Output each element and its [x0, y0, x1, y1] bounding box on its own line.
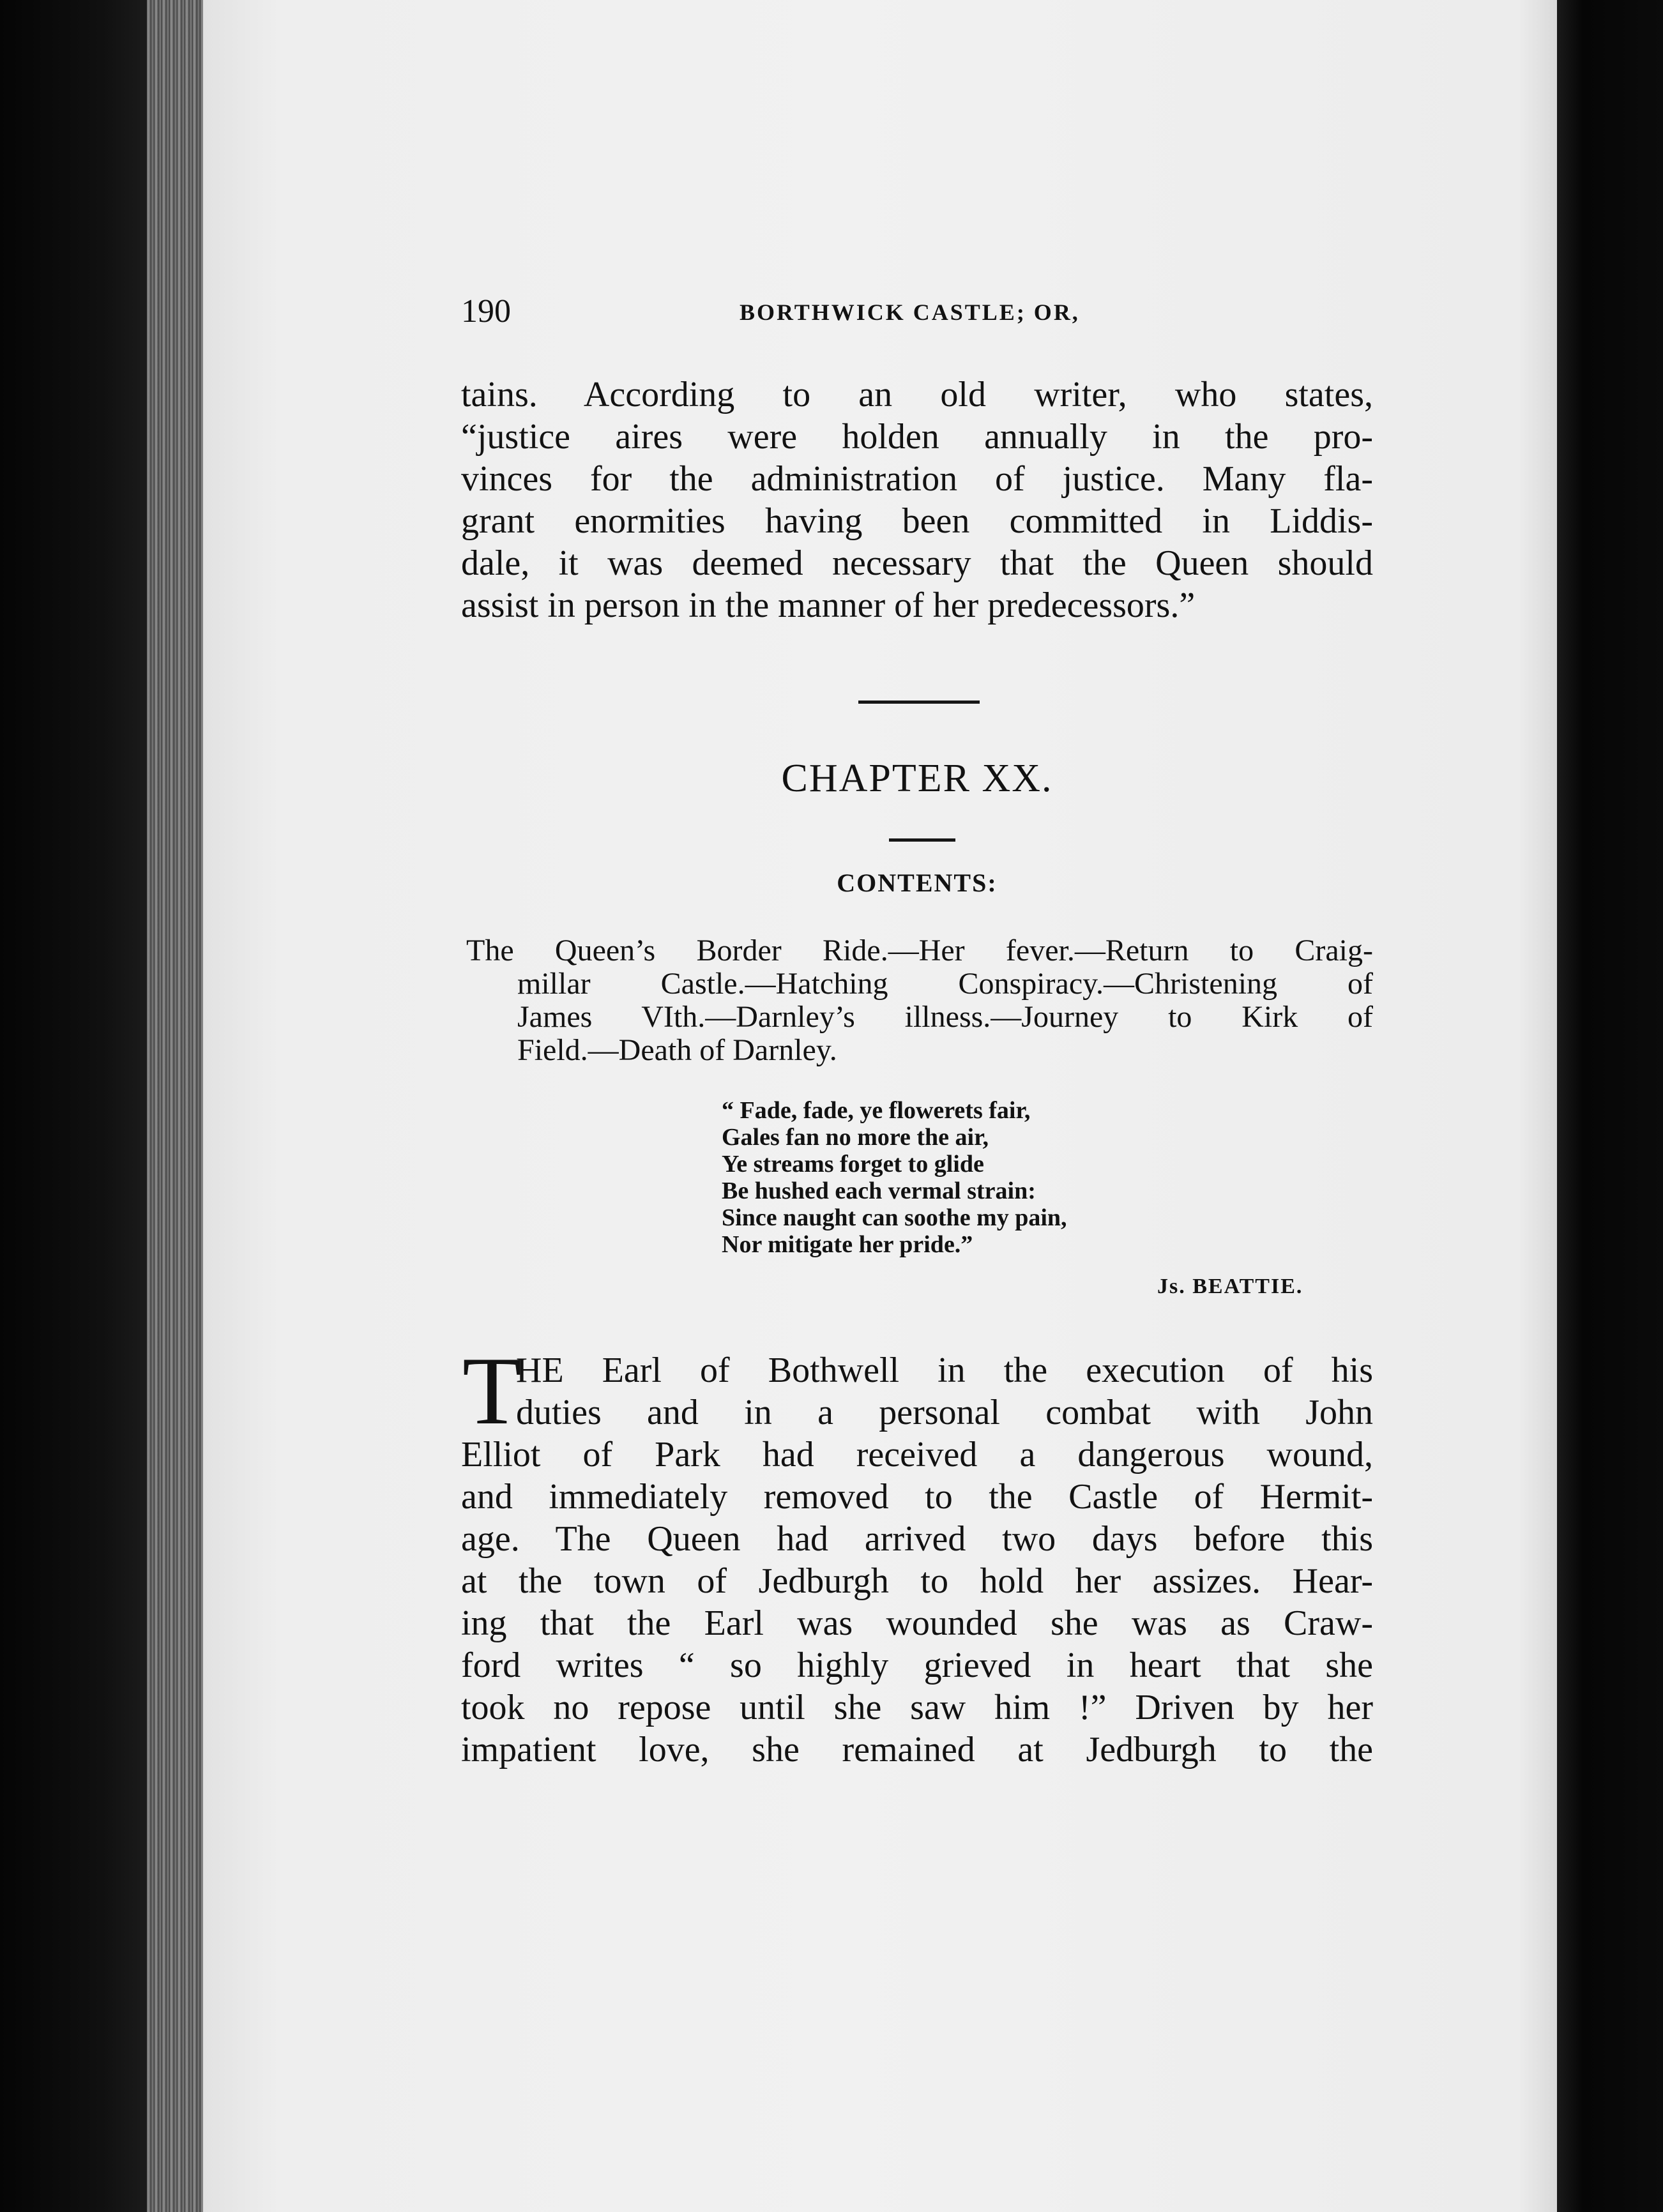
text-line: “justice aires were holden annually in the pro- — [461, 417, 1373, 457]
text-line: at the town of Jedburgh to hold her assizes. Hear- — [461, 1561, 1373, 1601]
text-line: ing that the Earl was wounded she was as Craw- — [461, 1603, 1373, 1643]
epigraph-line: Nor mitigate her pride.” — [722, 1231, 973, 1258]
running-title: BORTHWICK CASTLE; OR, — [740, 299, 1080, 325]
text-line: vinces for the administration of justice. Many fla- — [461, 459, 1373, 499]
text-line: grant enormities having been committed in Liddis- — [461, 501, 1373, 541]
text-line: ford writes “ so highly grieved in heart that she — [461, 1646, 1373, 1685]
text-line: Elliot of Park had received a dangerous wound, — [461, 1435, 1373, 1474]
epigraph-line: Ye streams forget to glide — [722, 1151, 984, 1178]
page-number: 190 — [461, 293, 511, 330]
epigraph-line: “ Fade, fade, ye flowerets fair, — [722, 1097, 1031, 1124]
chapter-title: CHAPTER XX. — [781, 757, 1053, 800]
text-line: age. The Queen had arrived two days before this — [461, 1519, 1373, 1559]
contents-label: CONTENTS: — [837, 868, 998, 897]
contents-line: The Queen’s Border Ride.—Her fever.—Return to Craig- — [466, 934, 1373, 967]
page-edges — [147, 0, 204, 2212]
drop-cap: T — [462, 1337, 522, 1444]
epigraph-author: Js. BEATTIE. — [1157, 1275, 1303, 1298]
text-line: HE Earl of Bothwell in the execution of his — [516, 1351, 1373, 1390]
section-rule — [858, 701, 980, 704]
contents-line: James VIth.—Darnley’s illness.—Journey to Kirk of — [517, 1000, 1373, 1034]
title-rule — [889, 838, 955, 842]
running-header — [461, 292, 1373, 331]
epigraph-line: Since naught can soothe my pain, — [722, 1204, 1067, 1231]
text-line: and immediately removed to the Castle of Hermit- — [461, 1477, 1373, 1517]
text-line: duties and in a personal combat with John — [516, 1393, 1373, 1432]
epigraph-line: Be hushed each vermal strain: — [722, 1178, 1036, 1204]
text-line: impatient love, she remained at Jedburgh to the — [461, 1730, 1373, 1769]
contents-line: millar Castle.—Hatching Conspiracy.—Christening of — [517, 967, 1373, 1001]
book-right-edge — [1557, 0, 1663, 2212]
text-line: tains. According to an old writer, who states, — [461, 375, 1373, 414]
text-line: assist in person in the manner of her predecessors.” — [461, 586, 1196, 625]
text-line: dale, it was deemed necessary that the Queen should — [461, 543, 1373, 583]
epigraph-line: Gales fan no more the air, — [722, 1124, 989, 1151]
text-line: took no repose until she saw him !” Driven by her — [461, 1688, 1373, 1727]
contents-line: Field.—Death of Darnley. — [517, 1033, 837, 1067]
